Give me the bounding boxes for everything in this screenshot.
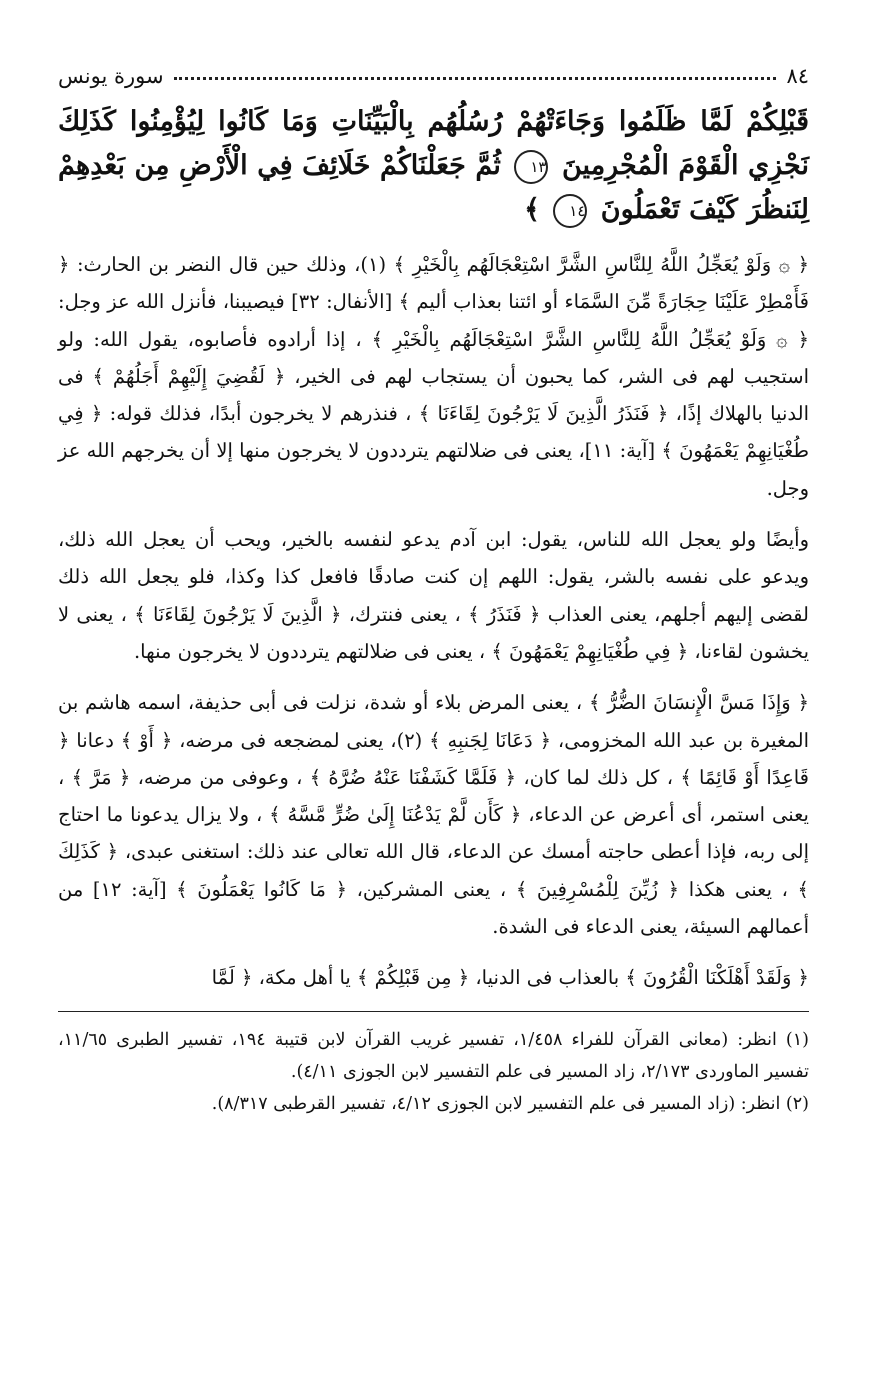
commentary-paragraph-3: ﴿ وَإِذَا مَسَّ الْإِنسَانَ الضُّرُّ ﴾ ، يعنى المرض بلاء أو شدة، نزلت فى أبى حذيفة، اسمه هاشم بن المغيرة بن عبد الله المخزومى، ﴿ دَعَانَا لِجَنبِهِ ﴾ (٢)، يعنى لمضجعه فى مرضه، ﴿ أَوْ ﴾ دعانا ﴿ قَاعِدًا أَوْ قَائِمًا ﴾ ، كل ذلك لما كان، ﴿ فَلَمَّا كَشَفْنَا عَنْهُ ضُرَّهُ ﴾ ، وعوفى من مرضه، ﴿ مَرَّ ﴾ ، يعنى استمر، أى أعرض عن الدعاء، ﴿ كَأَن لَّمْ يَدْعُنَا إِلَىٰ ضُرٍّ مَّسَّهُ ﴾ ، ولا يزال يدعونا ما احتاج إلى ربه، فإذا أعطى حاجته أمسك عن الدعاء، قال الله تعالى عند ذلك: استغنى عبدى، ﴿ كَذَلِكَ ﴾ ، يعنى هكذا ﴿ زُيِّنَ لِلْمُسْرِفِينَ ﴾ ، يعنى المشركين، ﴿ مَا كَانُوا يَعْمَلُونَ ﴾ [آية: ١٢] من أعمالهم السيئة، يعنى الدعاء فى الشدة. (58, 691, 809, 939)
page-number: ٨٤ (786, 64, 809, 88)
header-dotted-leader (174, 77, 777, 80)
verse-line-2: الْمُجْرِمِينَ (562, 150, 669, 181)
footnote-divider (58, 1011, 809, 1012)
footnote-2: (٢) انظر: (زاد المسير فى علم التفسير لابن الجوزى ٤/١٢، تفسير القرطبى ٨/٣١٧). (211, 1093, 809, 1114)
surah-title: سورة يونس (58, 64, 164, 88)
commentary-paragraph-4: ﴿ وَلَقَدْ أَهْلَكْنَا الْقُرُونَ ﴾ بالعذاب فى الدنيا، ﴿ مِن قَبْلِكُمْ ﴾ يا أهل مكة، ﴿ لَمَّا (211, 966, 809, 990)
footnotes (58, 1024, 809, 1120)
ayah-number-13-marker: ١٣ (514, 150, 548, 184)
commentary-paragraph-1: ﴿ ۞ وَلَوْ يُعَجِّلُ اللَّهُ لِلنَّاسِ الشَّرَّ اسْتِعْجَالَهُم بِالْخَيْرِ ﴾ (١)، وذلك حين قال النضر بن الحارث: ﴿ فَأَمْطِرْ عَلَيْنَا حِجَارَةً مِّنَ السَّمَاء أو ائتنا بعذاب أليم ﴾ [الأنفال: ٣٢] فيصيبنا، فأنزل الله عز وجل: ﴿ ۞ وَلَوْ يُعَجِّلُ اللَّهُ لِلنَّاسِ الشَّرَّ اسْتِعْجَالَهُم بِالْخَيْرِ ﴾ ، إذا أرادوه فأصابوه، يقول الله: ولو استجيب لهم فى الشر، كما يحبون أن يستجاب لهم فى الخير، ﴿ لَقُضِيَ إِلَيْهِمْ أَجَلُهُمْ ﴾ فى الدنيا بالهلاك إذًا، ﴿ فَنَذَرُ الَّذِينَ لَا يَرْجُونَ لِقَاءَنَا ﴾ ، فنذرهم لا يخرجون أبدًا، فذلك قوله: ﴿ فِي طُغْيَانِهِمْ يَعْمَهُونَ ﴾ [آية: ١١]، يعنى فى ضلالتهم يترددون لا يخرجون منها إلا أن يخرجهم الله عز وجل. (58, 253, 809, 500)
quran-verses-block (58, 100, 809, 232)
commentary-paragraph-2: وأيضًا ولو يعجل الله للناس، يقول: ابن آدم يدعو لنفسه بالخير، ويحب أن يعجل الله ذلك، ويدعو على نفسه بالشر، يقول: اللهم إن كنت صادقًا فافعل كذا وكذا، فلو يجعل الله ذلك لقضى إليهم أجلهم، يعنى العذاب ﴿ فَنَذَرُ ﴾ ، يعنى فنترك، ﴿ الَّذِينَ لَا يَرْجُونَ لِقَاءَنَا ﴾ ، يعنى لا يخشون لقاءنا، ﴿ فِي طُغْيَانِهِمْ يَعْمَهُونَ ﴾ ، يعنى فى ضلالتهم يترددون لا يخرجون منها. (58, 528, 809, 663)
verse-line-2b: ثُمَّ جَعَلْنَاكُمْ خَلَائِفَ فِي الْأَرْضِ مِن بَعْدِهِمْ لِنَنظُرَ كَيْفَ (58, 150, 809, 225)
verse-line-1: قَبْلِكُمْ لَمَّا ظَلَمُوا وَجَاءَتْهُمْ رُسُلُهُم بِالْبَيِّنَاتِ وَمَا كَانُوا لِيُؤْمِنُوا كَذَلِكَ نَجْزِي الْقَوْمَ (58, 106, 809, 181)
footnote-1: (١) انظر: (معانى القرآن للفراء ١/٤٥٨، تفسير غريب القرآن لابن قتيبة ١٩٤، تفسير الطبرى ١١/٦٥، تفسير الماوردى ٢/١٧٣، زاد المسير فى علم التفسير لابن الجوزى ٤/١١). (58, 1029, 809, 1082)
verse-line-3: تَعْمَلُونَ (600, 194, 680, 225)
verse-closing-bracket: ﴾ (524, 194, 540, 225)
commentary-body (58, 246, 809, 997)
page-header (58, 56, 809, 88)
ayah-number-14-marker: ١٤ (553, 194, 587, 228)
